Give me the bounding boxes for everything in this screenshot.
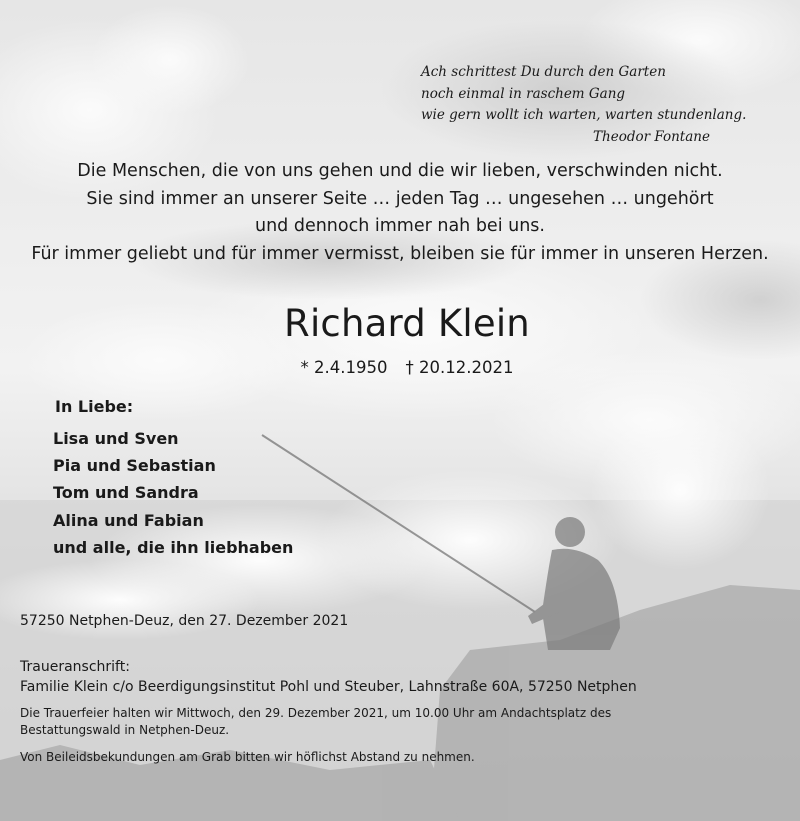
mourning-address [20, 657, 637, 697]
mourner-name: Tom und Sandra [53, 483, 199, 503]
deceased-name: Richard Klein [284, 302, 530, 345]
ceremony-note: Die Trauerfeier halten wir Mittwoch, den 29. Dezember 2021, um 10.00 Uhr am Andachtsplatz des Bestattungswald in Netphen-Deuz. [20, 706, 612, 737]
verse-line: Die Menschen, die von uns gehen und die wir lieben, verschwinden nicht. [77, 161, 723, 181]
birth-date: * 2.4.1950 [300, 358, 388, 377]
memorial-verse [0, 158, 800, 268]
poem-author: Theodor Fontane [593, 128, 710, 145]
life-dates [0, 356, 800, 380]
address-label: Traueranschrift: [20, 659, 130, 675]
verse-line: Für immer geliebt und für immer vermisst, bleiben sie für immer in unseren Herzen. [31, 243, 769, 264]
mourner-name: und alle, die ihn liebhaben [53, 537, 294, 557]
poem-quote [421, 62, 791, 148]
funeral-notes [20, 705, 670, 766]
verse-line: Sie sind immer an unserer Seite … jeden Tag … ungesehen … ungehört [86, 188, 714, 209]
poem-line: Ach schrittest Du durch den Garten [421, 64, 666, 80]
address-value: Familie Klein c/o Beerdigungsinstitut Pohl und Steuber, Lahnstraße 60A, 57250 Netphen [20, 679, 637, 695]
poem-line: noch einmal in raschem Gang [421, 85, 626, 102]
mourner-name: Pia und Sebastian [53, 456, 216, 476]
verse-line: und dennoch immer nah bei uns. [254, 216, 545, 237]
mourners-list [53, 425, 293, 561]
mourners-heading: In Liebe: [55, 397, 134, 416]
mourner-name: Lisa und Sven [53, 429, 179, 448]
place-and-date: 57250 Netphen-Deuz, den 27. Dezember 2021 [20, 613, 349, 629]
mourner-name: Alina und Fabian [53, 510, 204, 530]
poem-line: wie gern wollt ich warten, warten stundenlang. [421, 107, 747, 123]
death-date: † 20.12.2021 [405, 358, 514, 377]
condolence-note: Von Beileidsbekundungen am Grab bitten wir höflichst Abstand zu nehmen. [20, 750, 475, 764]
